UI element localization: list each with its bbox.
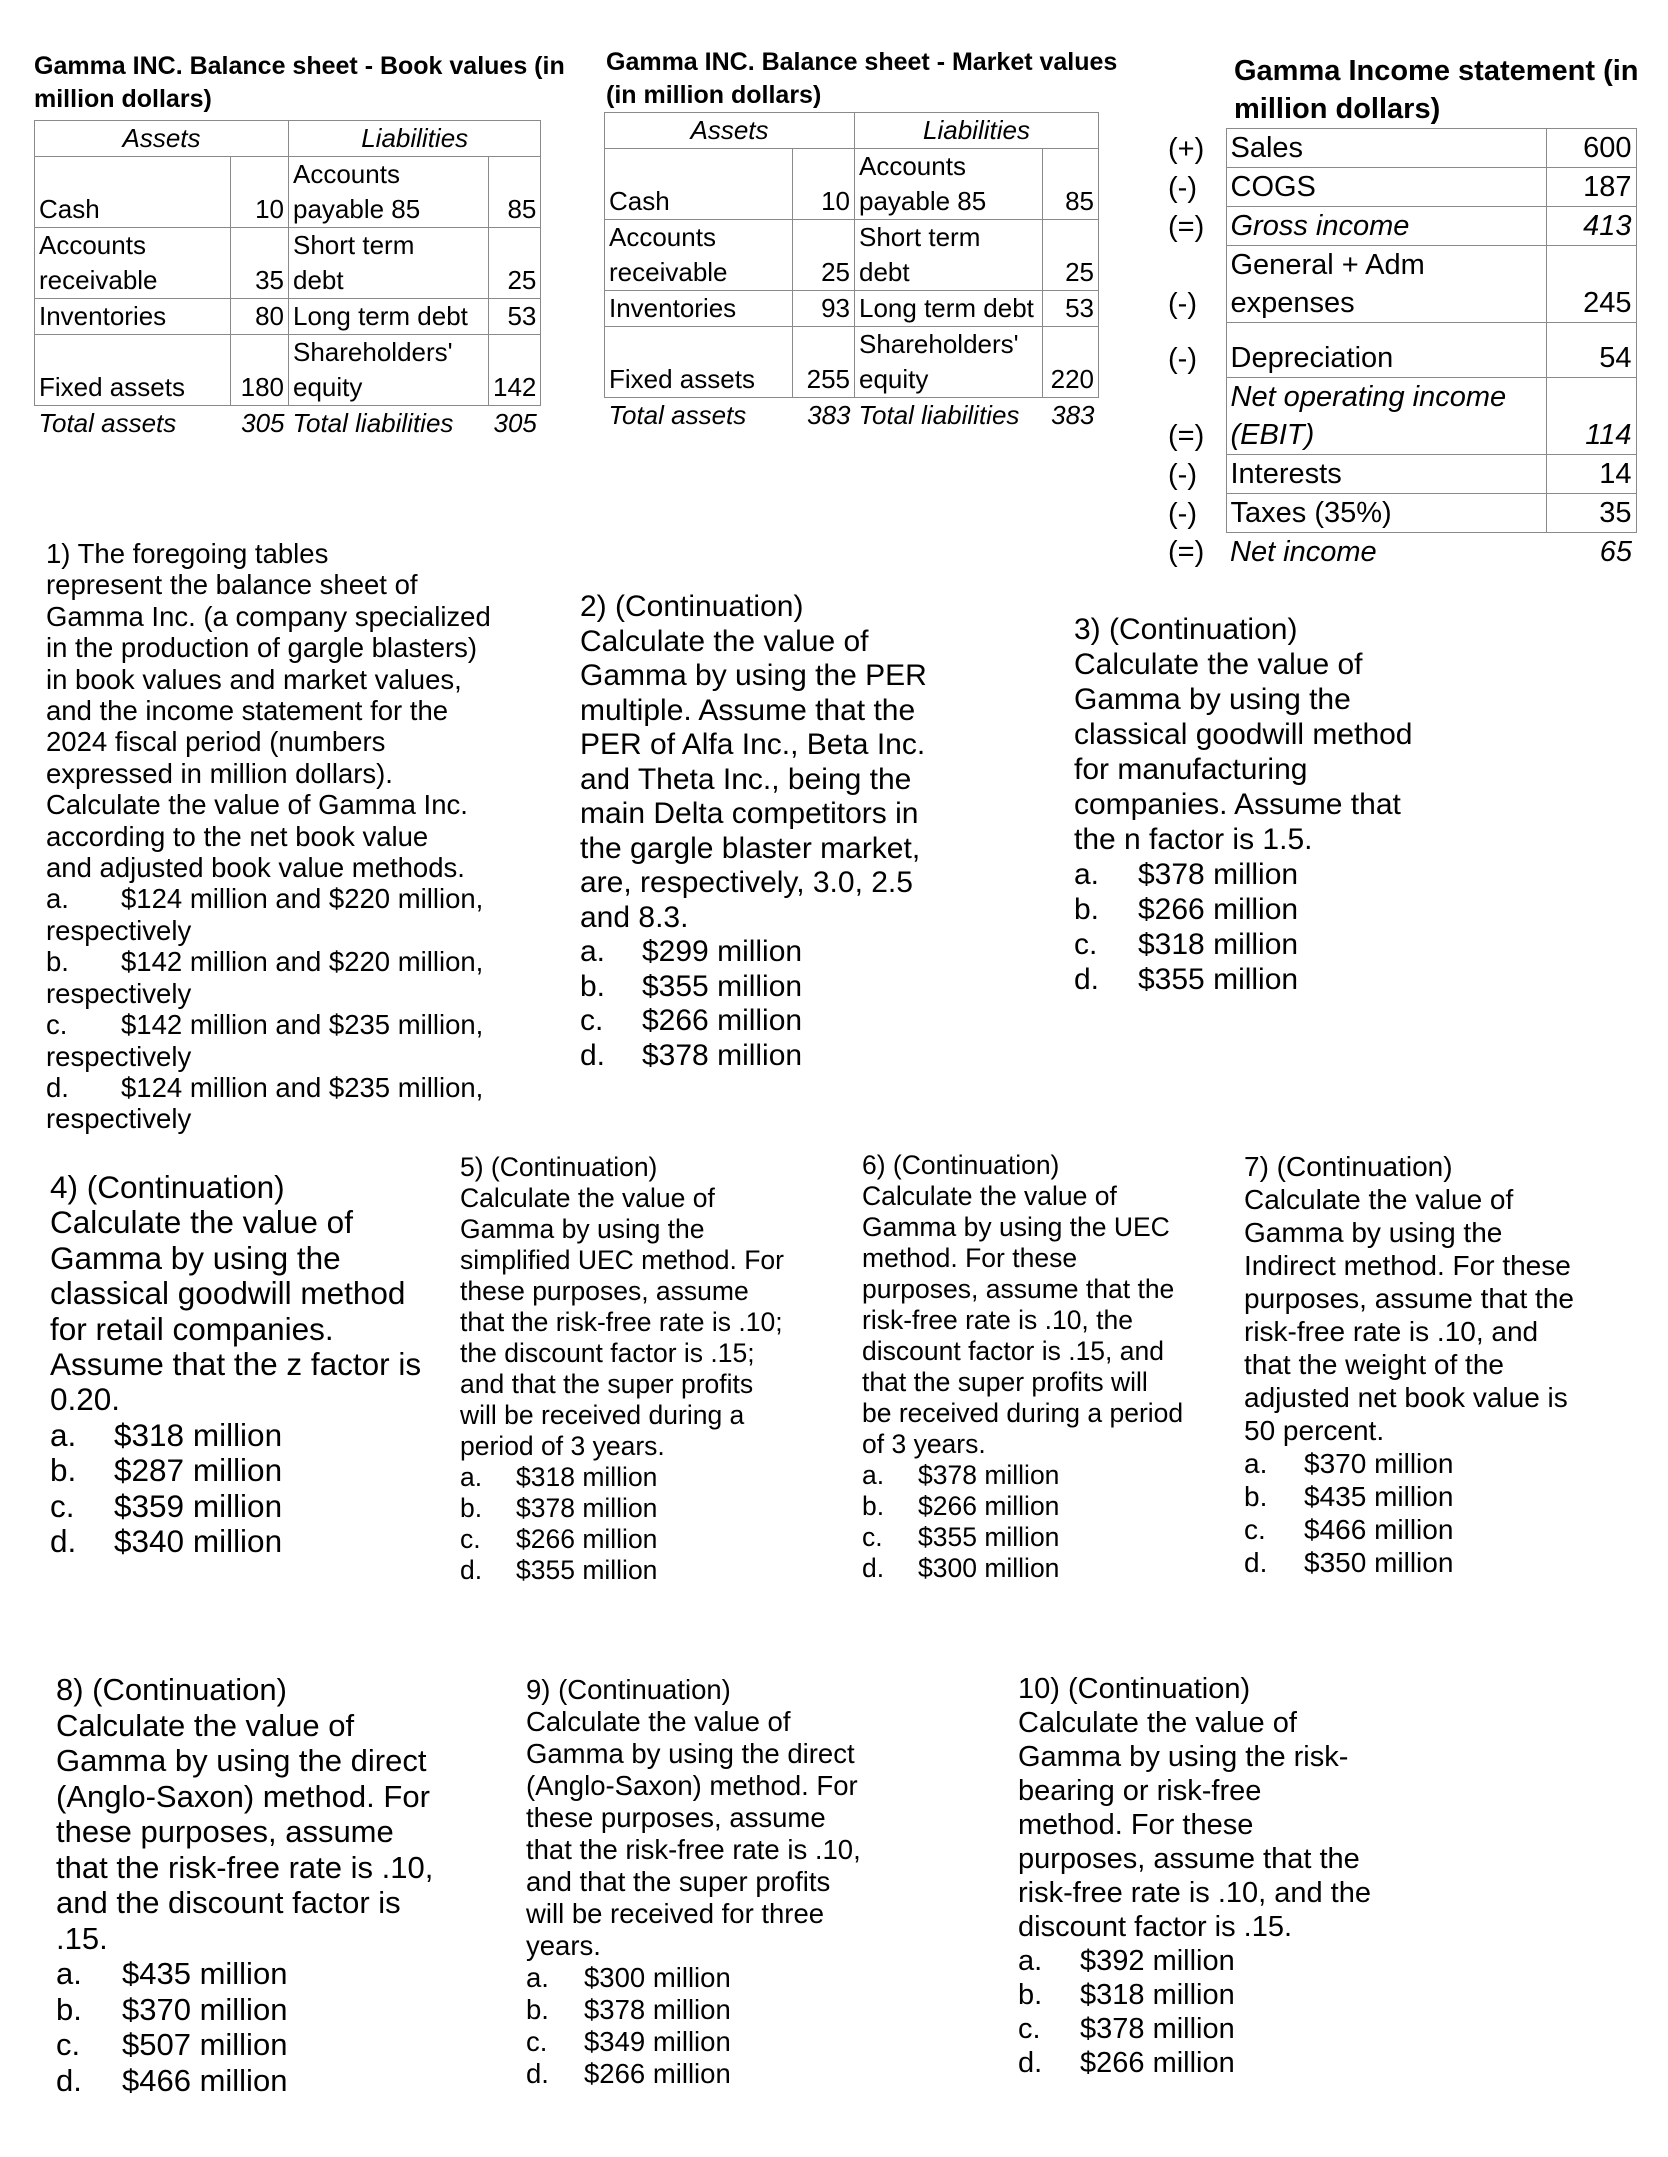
table-row: Cash 10 Accounts payable 85 85 <box>605 149 1099 220</box>
table-row-total: Total assets 383 Total liabilities 383 <box>608 400 1095 430</box>
table-row: (=) Net operating income (EBIT) 114 <box>1164 378 1636 455</box>
answer-option[interactable]: b. $435 million <box>1244 1481 1454 1512</box>
question-4: 4) (Continuation) Calculate the value of Gamma by using the classical goodwill method for retail companies. Assume that the z factor is 0.20. a. $318 million b. $287 million c. $359 million d. $340 million <box>50 1169 422 1560</box>
answer-option[interactable]: b. $355 million <box>580 969 803 1003</box>
question-3: 3) (Continuation) Calculate the value of Gamma by using the classical goodwill method for manufacturing companies. Assume that the n factor is 1.5. a. $378 million b. $266 million c. $318 million d. $355 million <box>1074 613 1413 996</box>
answer-option[interactable]: a. $124 million and $220 million, <box>46 883 484 915</box>
question-1: 1) The foregoing tables represent the balance sheet of Gamma Inc. (a company specialized in the production of gargle blasters) in book values and market values, and the income statement for the 2024 fiscal period (numbers expressed in million dollars). Calculate the value of Gamma Inc. according to the net book value and adjusted book value methods. a. $124 million and $220 million, respectively b. $142 million and $220 million, respectively c. $142 million and $235 million, respectively d. $124 million and $235 million, respectively <box>46 538 491 1135</box>
table-row: Inventories 93 Long term debt 53 <box>605 291 1099 327</box>
answer-option[interactable]: b. $378 million <box>526 1994 731 2025</box>
answer-option[interactable]: c. $318 million <box>1074 928 1299 961</box>
answer-option[interactable]: a. $299 million <box>580 935 803 968</box>
answer-option[interactable]: b. $266 million <box>1074 893 1299 926</box>
answer-option[interactable]: a. $318 million <box>460 1462 658 1492</box>
answer-option[interactable]: d. $300 million <box>862 1553 1060 1583</box>
book-title: Gamma INC. Balance sheet - Book values (in million dollars) <box>34 52 565 113</box>
table-row: (-) Taxes (35%) 35 <box>1164 494 1636 533</box>
assets-header: Assets <box>35 121 289 157</box>
table-row: (-) General + Adm expenses 245 <box>1164 246 1636 323</box>
answer-option[interactable]: d. $266 million <box>526 2058 731 2089</box>
table-row-total: Total assets 305 Total liabilities 305 <box>38 408 537 438</box>
answer-option[interactable]: d. $350 million <box>1244 1547 1454 1578</box>
table-row: (=) Net income 65 <box>1168 536 1632 568</box>
answer-option[interactable]: d. $124 million and $235 million, <box>46 1071 484 1103</box>
book-balance-table <box>34 120 541 441</box>
answer-option[interactable]: b. $370 million <box>56 1991 288 2027</box>
table-row: (-) Interests 14 <box>1164 455 1636 494</box>
answer-option[interactable]: c. $359 million <box>50 1487 283 1524</box>
table-row: Inventories 80 Long term debt 53 <box>35 299 541 335</box>
answer-option[interactable]: c. $507 million <box>56 2027 288 2062</box>
question-10: 10) (Continuation) Calculate the value of Gamma by using the risk- bearing or risk-free method. For these purposes, assume that the risk-free rate is .10, and the discount factor is .15. a. $392 million b. $318 million c. $378 million d. $266 million <box>1018 1673 1371 2079</box>
table-row: (+) Sales 600 <box>1164 129 1636 168</box>
table-row: Accounts receivable 25 Short term debt 25 <box>605 220 1099 291</box>
market-balance-table <box>604 112 1099 433</box>
table-row: Accounts receivable 35 Short term debt 25 <box>35 228 541 299</box>
answer-option[interactable]: d. $378 million <box>580 1038 803 1072</box>
answer-option[interactable]: b. $378 million <box>460 1493 658 1523</box>
answer-option[interactable]: d. $340 million <box>50 1523 283 1560</box>
answer-option[interactable]: c. $266 million <box>460 1524 658 1554</box>
answer-option[interactable]: a. $300 million <box>526 1962 731 1993</box>
liabilities-header: Liabilities <box>289 121 541 157</box>
answer-option[interactable]: a. $318 million <box>50 1416 283 1453</box>
answer-option[interactable]: c. $355 million <box>862 1522 1060 1552</box>
answer-option[interactable]: d. $355 million <box>1074 963 1299 996</box>
answer-option[interactable]: d. $466 million <box>56 2062 288 2098</box>
question-6: 6) (Continuation) Calculate the value of Gamma by using the UEC method. For these purposes, assume that the risk-free rate is .10, the discount factor is .15, and that the super profits will be received during a period of 3 years. a. $378 million b. $266 million c. $355 million d. $300 million <box>862 1150 1184 1583</box>
answer-option[interactable]: c. $266 million <box>580 1004 803 1037</box>
table-row: (=) Gross income 413 <box>1164 207 1636 246</box>
answer-option[interactable]: b. $287 million <box>50 1452 283 1489</box>
table-row: Fixed assets 255 Shareholders' equity 220 <box>605 327 1099 398</box>
table-row: (-) Depreciation 54 <box>1164 323 1636 378</box>
answer-option[interactable]: b. $142 million and $220 million, <box>46 946 484 978</box>
answer-option[interactable]: d. $266 million <box>1018 2047 1235 2079</box>
liabilities-header: Liabilities <box>855 113 1099 149</box>
answer-option[interactable]: d. $355 million <box>460 1555 658 1585</box>
answer-option[interactable]: a. $392 million <box>1018 1945 1235 1977</box>
answer-option[interactable]: b. $318 million <box>1018 1979 1235 2011</box>
question-2: 2) (Continuation) Calculate the value of Gamma by using the PER multiple. Assume that the PER of Alfa Inc., Beta Inc. and Theta Inc., being the main Delta competitors in the gargle blaster market, are, respectively, 3.0, 2.5 and 8.3. a. $299 million b. $355 million c. $266 million d. $378 million <box>580 590 927 1072</box>
question-9: 9) (Continuation) Calculate the value of Gamma by using the direct (Anglo-Saxon) method. For these purposes, assume that the risk-free rate is .10, and that the super profits will be received for three years. a. $300 million b. $378 million c. $349 million d. $266 million <box>526 1674 861 2089</box>
question-5: 5) (Continuation) Calculate the value of Gamma by using the simplified UEC method. For these purposes, assume that the risk-free rate is .10; the discount factor is .15; and that the super profits will be received during a period of 3 years. a. $318 million b. $378 million c. $266 million d. $355 million <box>460 1152 784 1585</box>
income-table <box>1164 128 1637 571</box>
income-title: Gamma Income statement (in million dollars) <box>1234 55 1639 125</box>
answer-option[interactable]: c. $378 million <box>1018 2013 1235 2045</box>
answer-option[interactable]: a. $378 million <box>862 1460 1060 1490</box>
answer-option[interactable]: a. $370 million <box>1244 1448 1454 1479</box>
answer-option[interactable]: a. $378 million <box>1074 858 1299 891</box>
answer-option[interactable]: c. $466 million <box>1244 1514 1454 1545</box>
answer-option[interactable]: a. $435 million <box>56 1956 288 1991</box>
question-8: 8) (Continuation) Calculate the value of Gamma by using the direct (Anglo-Saxon) method. For these purposes, assume that the risk-free rate is .10, and the discount factor is .15. a. $435 million b. $370 million c. $507 million d. $466 million <box>56 1672 434 2098</box>
table-row: Fixed assets 180 Shareholders' equity 142 <box>35 335 541 406</box>
table-row: (-) COGS 187 <box>1164 168 1636 207</box>
table-row: Cash 10 Accounts payable 85 85 <box>35 157 541 228</box>
answer-option[interactable]: c. $349 million <box>526 2026 731 2057</box>
market-title: Gamma INC. Balance sheet - Market values (in million dollars) <box>606 48 1118 109</box>
answer-option[interactable]: b. $266 million <box>862 1491 1060 1521</box>
question-7: 7) (Continuation) Calculate the value of Gamma by using the Indirect method. For these purposes, assume that the risk-free rate is .10, and that the weight of the adjusted net book value is 50 percent. a. $370 million b. $435 million c. $466 million d. $350 million <box>1244 1151 1574 1578</box>
answer-option[interactable]: c. $142 million and $235 million, <box>46 1009 484 1041</box>
assets-header: Assets <box>605 113 855 149</box>
